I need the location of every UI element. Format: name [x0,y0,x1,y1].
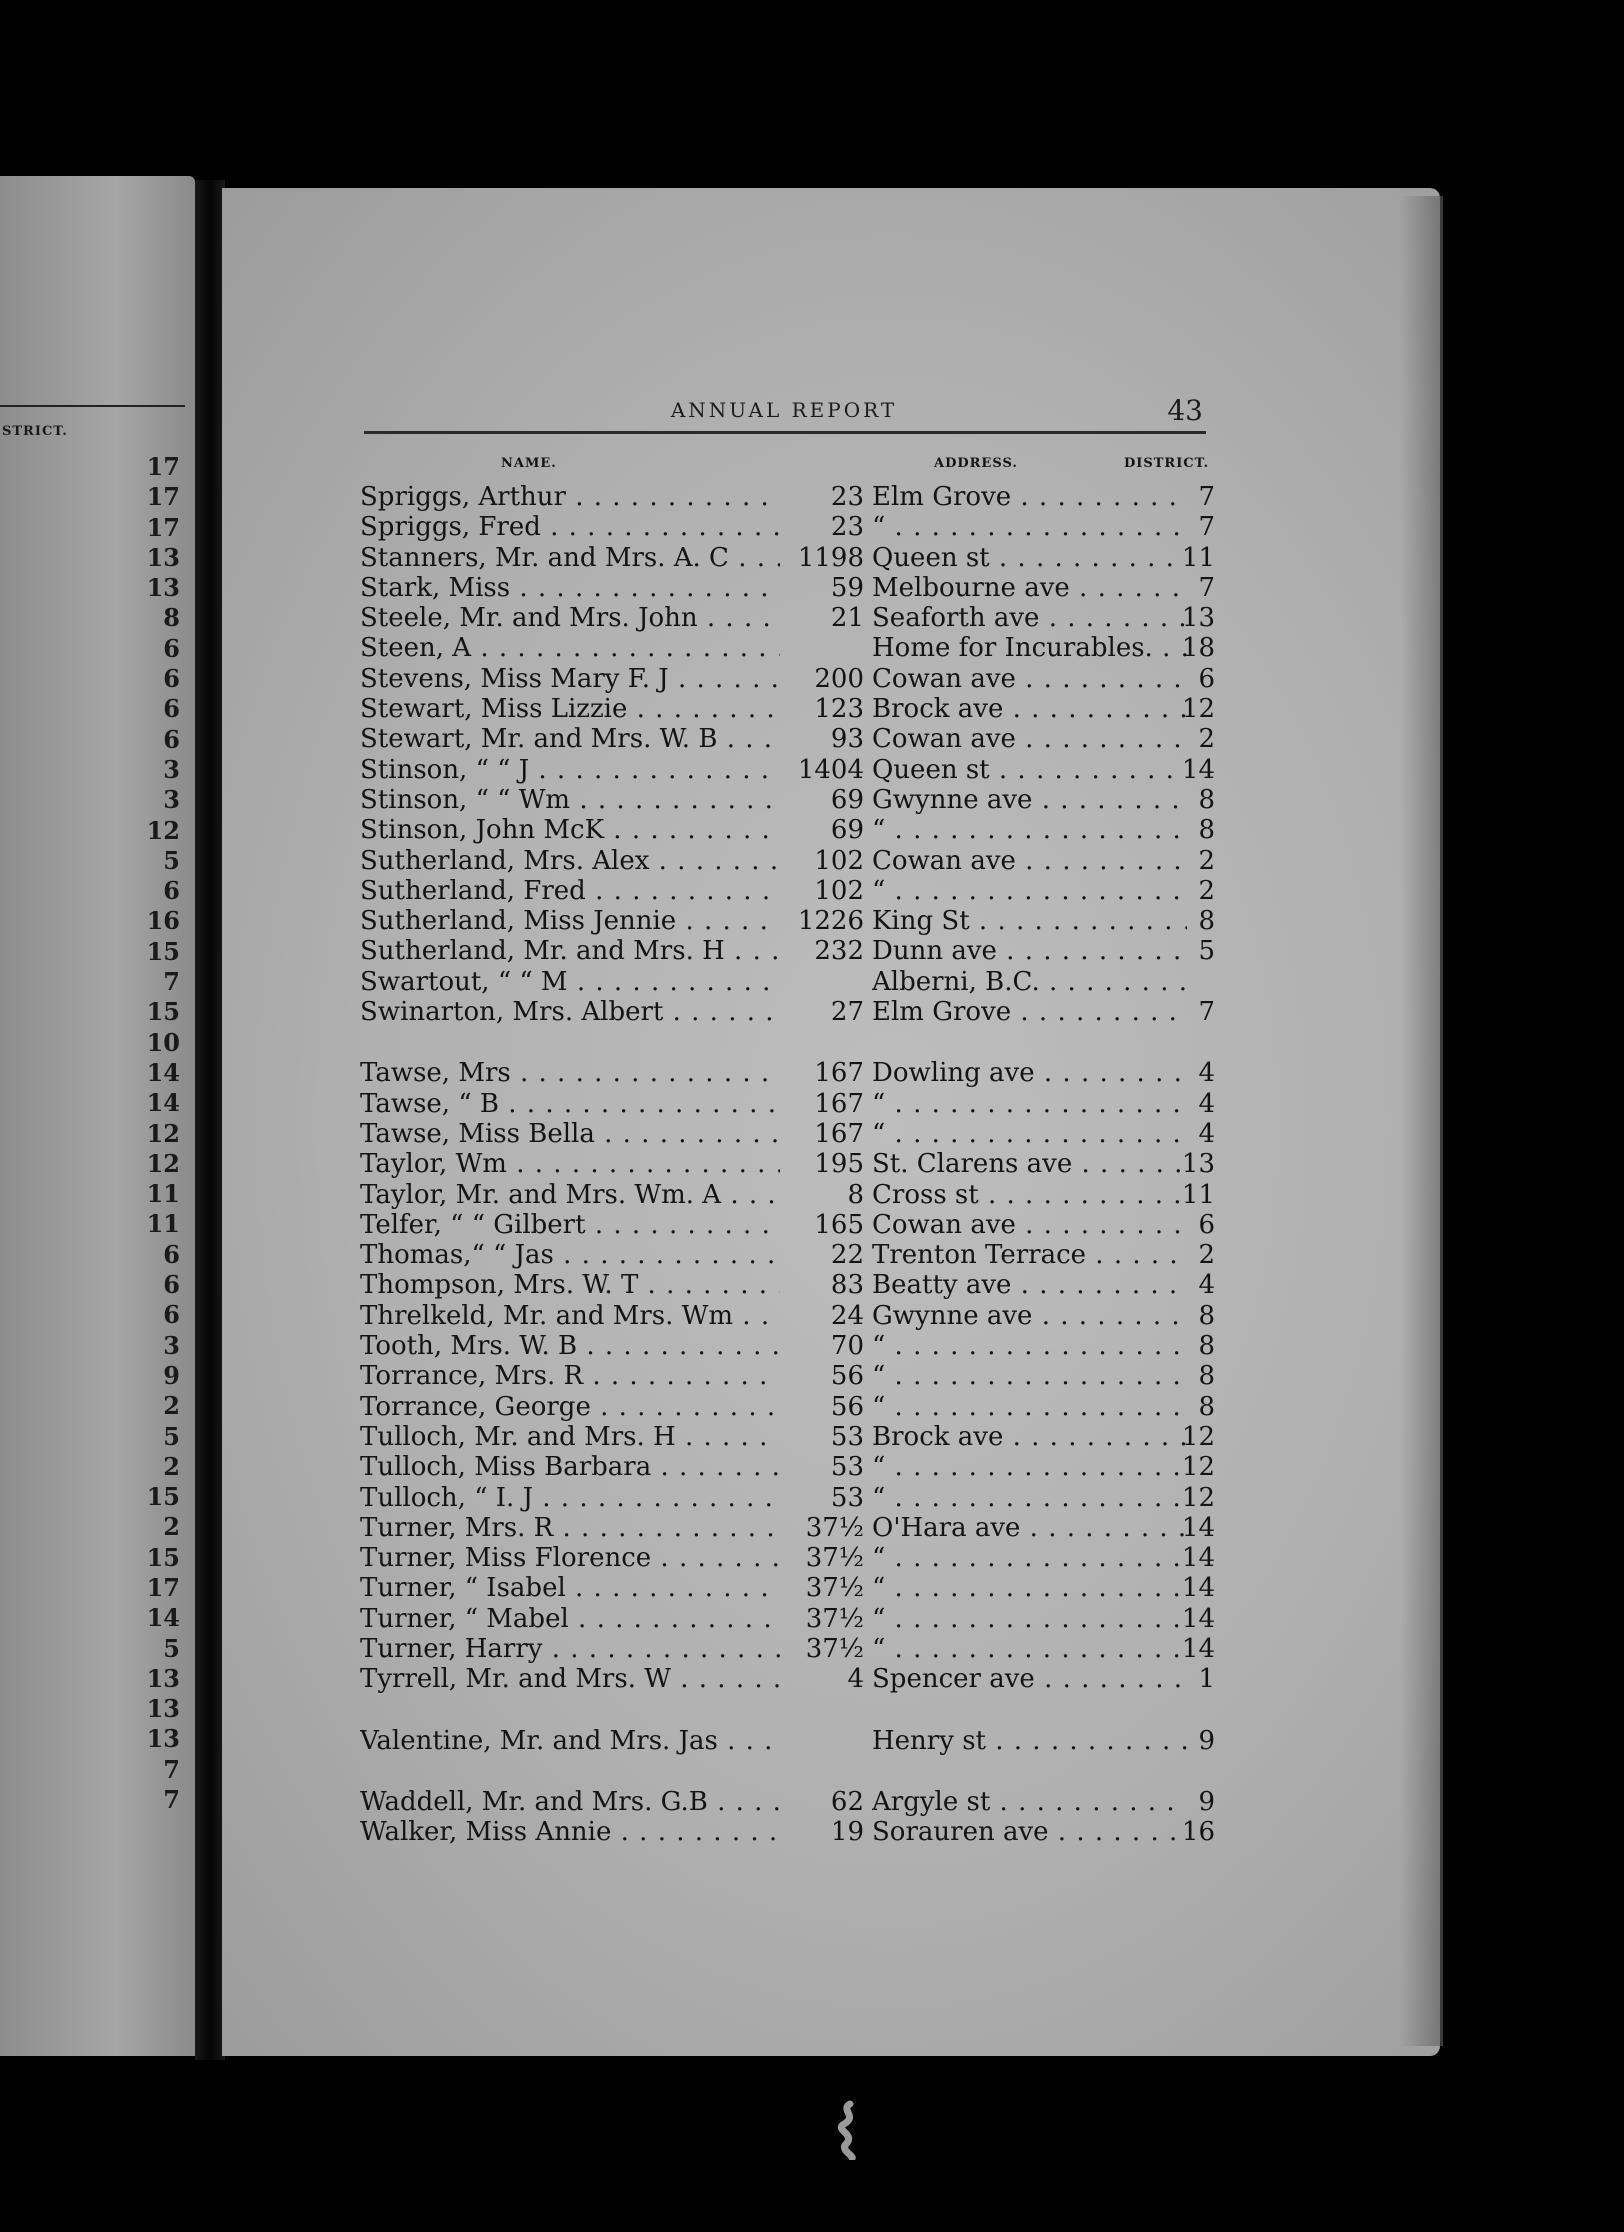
entry-address: “ . . . [872,1543,1187,1573]
entry-name: Torrance, George . . . [360,1392,780,1422]
entry-district: 14 [1181,754,1215,785]
entry-street-number: 37½ [805,1543,864,1574]
directory-entry [360,906,1215,937]
entry-street-number: 23 [830,512,864,543]
entry-district: 11 [1181,542,1215,573]
directory-entry [360,1088,1215,1119]
entry-street-number: 37½ [805,1573,864,1604]
left-page-district-number: 5 [163,845,180,875]
left-page-district-number: 13 [146,1724,180,1754]
entry-street-number: 22 [830,1240,864,1271]
entry-address: “ . . . [872,876,1187,906]
directory-entry [360,633,1215,664]
entry-street-number: 8 [847,1179,864,1210]
header-rule [364,431,1206,434]
entry-address: Alberni, B.C. . . . [872,967,1187,997]
directory-entry [360,1300,1215,1331]
entry-district: 8 [1198,1391,1215,1422]
directory-entry [360,1421,1215,1452]
entry-name: Threlkeld, Mr. and Mrs. Wm . . . [360,1301,780,1331]
entry-name: Tulloch, Miss Barbara . . . [360,1452,780,1482]
directory-entry [360,1573,1215,1604]
left-page-district-number: 14 [146,1057,180,1087]
entry-name: Sutherland, Mr. and Mrs. H . . . [360,936,780,966]
entry-street-number: 167 [814,1118,864,1149]
left-page-district-number: 13 [146,1694,180,1724]
entry-name: Tawse, “ B . . . [360,1089,780,1119]
entry-district: 4 [1198,1270,1215,1301]
section-spacer [360,1695,1210,1726]
entry-address: “ . . . [872,1089,1187,1119]
left-page-district-number: 6 [163,1270,180,1300]
left-page-district-number: 5 [163,1421,180,1451]
entry-name: Tawse, Miss Bella . . . [360,1119,780,1149]
left-page-district-number: 17 [146,512,180,542]
entry-street-number: 19 [830,1817,864,1848]
entry-district: 11 [1181,1179,1215,1210]
directory-entry [360,754,1215,785]
left-page-district-number: 12 [146,1148,180,1178]
directory-entry [360,1725,1215,1756]
left-page-district-number: 11 [146,1179,180,1209]
entry-street-number: 70 [830,1331,864,1362]
entry-district: 14 [1181,1633,1215,1664]
entry-district: 2 [1198,1240,1215,1271]
entry-name: Stinson, “ “ J . . . [360,755,780,785]
entry-district: 7 [1198,512,1215,543]
entry-name: Steele, Mr. and Mrs. John . . . [360,603,780,633]
entry-address: Gwynne ave . . . [872,785,1187,815]
left-page-district-number: 14 [146,1603,180,1633]
book-gutter [195,180,225,2060]
entry-address: “ . . . [872,512,1187,542]
entry-street-number: 123 [814,694,864,725]
left-page-district-number: 6 [163,724,180,754]
entry-street-number: 102 [814,845,864,876]
entry-street-number: 4 [847,1664,864,1695]
left-page-district-number: 15 [146,1482,180,1512]
entry-street-number: 23 [830,482,864,512]
entry-address: Brock ave . . . [872,694,1187,724]
entry-name: Valentine, Mr. and Mrs. Jas . . . [360,1726,780,1756]
entry-street-number: 56 [830,1361,864,1392]
entry-street-number: 69 [830,815,864,846]
entry-street-number: 37½ [805,1512,864,1543]
directory-entry [360,1452,1215,1483]
left-page-district-number: 6 [163,1300,180,1330]
entry-street-number: 200 [814,663,864,694]
entry-address: Home for Incurables. . . . [872,633,1187,663]
left-page-district-number: 13 [146,542,180,572]
entry-name: Stewart, Mr. and Mrs. W. B . . . [360,724,780,754]
entry-name: Spriggs, Fred . . . [360,512,780,542]
directory-entry [360,1331,1215,1362]
left-page-district-number: 17 [146,482,180,512]
entry-address: Henry st . . . [872,1726,1187,1756]
entry-address: “ . . . [872,1361,1187,1391]
entry-street-number: 83 [830,1270,864,1301]
entry-street-number: 69 [830,784,864,815]
entry-address: Trenton Terrace . . . [872,1240,1187,1270]
entry-address: “ . . . [872,1483,1187,1513]
entry-district: 5 [1198,936,1215,967]
entry-name: Turner, “ Mabel . . . [360,1604,780,1634]
entry-district: 16 [1181,1817,1215,1848]
entry-street-number: 195 [814,1149,864,1180]
left-page-district-number: 13 [146,1663,180,1693]
entry-address: St. Clarens ave . . . [872,1149,1187,1179]
entry-district: 6 [1198,663,1215,694]
entry-address: “ . . . [872,1604,1187,1634]
entry-address: “ . . . [872,1634,1187,1664]
directory-entry [360,1633,1215,1664]
directory-entry [360,603,1215,634]
entry-address: Brock ave . . . [872,1422,1187,1452]
entry-district: 12 [1181,694,1215,725]
entry-name: Turner, Mrs. R . . . [360,1513,780,1543]
left-page-district-number: 6 [163,694,180,724]
entry-name: Torrance, Mrs. R . . . [360,1361,780,1391]
entry-street-number: 1198 [797,542,864,573]
directory-entry [360,1603,1215,1634]
entry-district: 7 [1198,997,1215,1028]
entry-district: 4 [1198,1088,1215,1119]
entry-address: Gwynne ave . . . [872,1301,1187,1331]
entry-district: 4 [1198,1118,1215,1149]
entry-district: 6 [1198,1209,1215,1240]
entry-district: 8 [1198,1300,1215,1331]
left-page-district-number: 9 [163,1360,180,1390]
entry-district: 8 [1198,906,1215,937]
entry-name: Sutherland, Miss Jennie . . . [360,906,780,936]
entry-street-number: 37½ [805,1603,864,1634]
directory-entry [360,784,1215,815]
directory-entry [360,1391,1215,1422]
entry-address: “ . . . [872,815,1187,845]
left-page-district-number: 6 [163,633,180,663]
left-page-district-number: 3 [163,785,180,815]
left-page-district-number: 2 [163,1512,180,1542]
entry-name: Walker, Miss Annie . . . [360,1817,780,1847]
entry-name: Swartout, “ “ M . . . [360,967,780,997]
section-spacer [360,1027,1210,1058]
entry-name: Swinarton, Mrs. Albert . . . [360,997,780,1027]
running-head [365,394,1203,432]
entry-name: Stinson, “ “ Wm . . . [360,785,780,815]
directory-entry [360,936,1215,967]
directory-entry [360,1118,1215,1149]
entry-street-number: 93 [830,724,864,755]
directory-entry [360,845,1215,876]
section-spacer [360,1756,1210,1787]
entry-address: O'Hara ave . . . [872,1513,1187,1543]
entry-street-number: 167 [814,1088,864,1119]
entry-name: Steen, A . . . [360,633,780,663]
left-page-district-column [0,452,180,1815]
entry-street-number: 165 [814,1209,864,1240]
entry-district: 7 [1198,482,1215,512]
entry-name: Turner, Miss Florence . . . [360,1543,780,1573]
left-page-district-number: 17 [146,452,180,481]
left-page-district-number: 3 [163,754,180,784]
entry-address: Queen st . . . [872,755,1187,785]
entry-name: Taylor, Wm . . . [360,1149,780,1179]
entry-street-number: 232 [814,936,864,967]
directory-entry [360,1817,1215,1848]
entry-name: Turner, “ Isabel . . . [360,1573,780,1603]
entry-district: 9 [1198,1786,1215,1817]
entry-district: 2 [1198,724,1215,755]
entry-name: Thompson, Mrs. W. T . . . [360,1270,780,1300]
entry-name: Turner, Harry . . . [360,1634,780,1664]
left-page-district-number: 15 [146,997,180,1027]
entry-street-number: 167 [814,1058,864,1089]
left-page-district-number: 7 [163,1754,180,1784]
left-page-district-number: 6 [163,664,180,694]
left-page-district-number: 7 [163,1785,180,1815]
entry-district: 8 [1198,784,1215,815]
column-headers [364,456,1210,476]
directory-entry [360,1179,1215,1210]
directory-entry [360,997,1215,1028]
entry-district: 12 [1181,1482,1215,1513]
entry-name: Stark, Miss . . . [360,573,780,603]
entry-address: Elm Grove . . . [872,997,1187,1027]
entry-street-number: 1404 [797,754,864,785]
entry-district: 9 [1198,1725,1215,1756]
entry-address: Argyle st . . . [872,1787,1187,1817]
entry-name: Tooth, Mrs. W. B . . . [360,1331,780,1361]
entry-address: Melbourne ave . . . [872,573,1187,603]
entry-district: 14 [1181,1603,1215,1634]
entry-address: Queen st . . . [872,543,1187,573]
entry-district: 14 [1181,1573,1215,1604]
directory-entry [360,482,1215,512]
entry-street-number: 53 [830,1452,864,1483]
entry-name: Sutherland, Fred . . . [360,876,780,906]
entry-street-number: 1226 [797,906,864,937]
entry-address: King St . . . [872,906,1187,936]
entry-district: 4 [1198,1058,1215,1089]
ornament-mark [830,2100,870,2160]
entry-name: Taylor, Mr. and Mrs. Wm. A . . . [360,1180,780,1210]
entry-district: 8 [1198,1331,1215,1362]
left-page-district-number: 14 [146,1088,180,1118]
entry-address: “ . . . [872,1119,1187,1149]
directory-entry [360,512,1215,543]
left-page-district-number: 12 [146,1118,180,1148]
left-page-district-number: 13 [146,573,180,603]
left-page-district-number: 7 [163,967,180,997]
directory-entry [360,1058,1215,1089]
entry-name: Telfer, “ “ Gilbert . . . [360,1210,780,1240]
entry-name: Sutherland, Mrs. Alex . . . [360,846,780,876]
left-page-district-number: 8 [163,603,180,633]
column-header-address: ADDRESS. [934,456,1018,471]
directory-entry [360,815,1215,846]
entry-address: “ . . . [872,1452,1187,1482]
page-edge [1400,196,1443,2046]
entry-district: 2 [1198,875,1215,906]
entry-district: 12 [1181,1452,1215,1483]
entry-street-number: 37½ [805,1633,864,1664]
entry-street-number: 53 [830,1421,864,1452]
left-page-district-number: 11 [146,1209,180,1239]
directory-entry [360,875,1215,906]
entry-street-number: 59 [830,572,864,603]
left-page-district-number: 15 [146,1542,180,1572]
entry-address: “ . . . [872,1573,1187,1603]
left-page-district-number: 2 [163,1391,180,1421]
entry-district: 1 [1198,1664,1215,1695]
entry-street-number: 56 [830,1391,864,1422]
entry-address: Beatty ave . . . [872,1270,1187,1300]
left-page-district-number: 6 [163,876,180,906]
entry-street-number: 62 [830,1786,864,1817]
entry-address: Dowling ave . . . [872,1058,1187,1088]
entry-name: Spriggs, Arthur . . . [360,482,780,512]
directory-entry [360,1482,1215,1513]
entry-district: 7 [1198,572,1215,603]
left-page-district-number: 2 [163,1451,180,1481]
entry-name: Tawse, Mrs . . . [360,1058,780,1088]
directory-entry [360,1664,1215,1695]
entry-street-number: 21 [830,603,864,634]
entry-address: Elm Grove . . . [872,482,1187,512]
directory-entry [360,1149,1215,1180]
entry-address: Seaforth ave . . . [872,603,1187,633]
entry-district: 8 [1198,815,1215,846]
directory-entry [360,1270,1215,1301]
directory-entry [360,967,1210,997]
column-header-name: NAME. [501,456,557,471]
left-page-district-number: 16 [146,906,180,936]
entry-name: Waddell, Mr. and Mrs. G.B . . . [360,1787,780,1817]
directory-entry [360,1209,1215,1240]
entry-address: Sorauren ave . . . [872,1817,1187,1847]
entry-district: 18 [1181,633,1215,664]
directory-entry [360,542,1215,573]
entry-district: 13 [1181,603,1215,634]
entry-name: Thomas,“ “ Jas . . . [360,1240,780,1270]
entry-address: “ . . . [872,1392,1187,1422]
column-header-district: DISTRICT. [1124,456,1210,471]
entry-name: Stinson, John McK . . . [360,815,780,845]
left-page-district-number: 6 [163,1239,180,1269]
left-page-district-number: 17 [146,1572,180,1602]
directory-entry [360,663,1215,694]
directory-entry [360,1361,1215,1392]
left-page-rule [0,405,185,407]
entry-name: Stanners, Mr. and Mrs. A. C . . . [360,543,780,573]
directory-entry [360,1240,1215,1271]
entry-address: Cowan ave . . . [872,846,1187,876]
entry-address: Cowan ave . . . [872,724,1187,754]
entry-district: 12 [1181,1421,1215,1452]
directory-entry [360,572,1215,603]
entry-district: 14 [1181,1512,1215,1543]
entry-street-number: 24 [830,1300,864,1331]
left-page-column-header: STRICT. [2,424,68,439]
entry-district: 13 [1181,1149,1215,1180]
running-head-title: ANNUAL REPORT [670,398,898,422]
directory-entries [360,482,1215,1848]
entry-address: Cowan ave . . . [872,1210,1187,1240]
entry-district: 14 [1181,1543,1215,1574]
left-page-district-number: 5 [163,1633,180,1663]
directory-entry [360,1543,1215,1574]
entry-address: Dunn ave . . . [872,936,1187,966]
entry-name: Tyrrell, Mr. and Mrs. W . . . [360,1664,780,1694]
left-page-district-number: 10 [146,1027,180,1057]
entry-name: Stevens, Miss Mary F. J . . . [360,664,780,694]
entry-address: “ . . . [872,1331,1187,1361]
entry-name: Stewart, Miss Lizzie . . . [360,694,780,724]
page-number: 43 [1167,394,1203,427]
directory-entry [360,1786,1215,1817]
directory-entry [360,694,1215,725]
entry-street-number: 102 [814,875,864,906]
entry-name: Tulloch, “ I. J . . . [360,1483,780,1513]
entry-street-number: 27 [830,997,864,1028]
entry-district: 8 [1198,1361,1215,1392]
entry-name: Tulloch, Mr. and Mrs. H . . . [360,1422,780,1452]
directory-entry [360,1512,1215,1543]
directory-entry [360,724,1215,755]
entry-street-number: 53 [830,1482,864,1513]
entry-address: Spencer ave . . . [872,1664,1187,1694]
left-page-district-number: 15 [146,936,180,966]
entry-address: Cowan ave . . . [872,664,1187,694]
entry-district: 2 [1198,845,1215,876]
left-page-district-number: 3 [163,1330,180,1360]
left-page-district-number: 12 [146,815,180,845]
entry-address: Cross st . . . [872,1180,1187,1210]
